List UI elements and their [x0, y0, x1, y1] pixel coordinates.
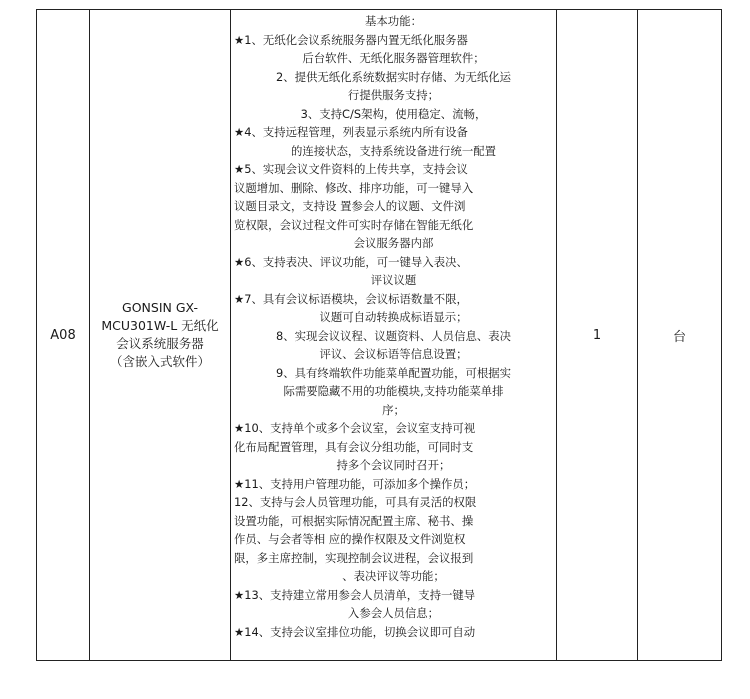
description-line: 作员、与会者等相 应的操作权限及文件浏览权 — [234, 532, 466, 546]
description-line: 9、具有终端软件功能菜单配置功能，可根据实 — [275, 365, 512, 380]
description-line: 8、实现会议议程、议题资料、人员信息、表决 — [275, 328, 512, 343]
description-line: ★11、支持用户管理功能，可添加多个操作员； — [234, 476, 476, 491]
description-line: ★10、支持单个或多个会议室，会议室支持可视 — [234, 421, 476, 435]
description-line: 评议、会议标语等信息设置； — [319, 347, 468, 361]
description-line: 行提供服务支持； — [347, 88, 440, 102]
description-line: 议题可自动转换成标语显示； — [319, 310, 468, 324]
item-code-cell: A08 — [37, 10, 90, 661]
description-line: ★14、支持会议室排位功能，切换会议即可自动 — [234, 624, 476, 639]
description-line: 基本功能： — [365, 14, 422, 28]
quantity-cell: 1 — [557, 10, 638, 661]
description-line: 3、支持C/S架构，使用稳定、流畅， — [300, 106, 487, 121]
description-line: ★7、具有会议标语模块，会议标语数量不限， — [234, 291, 468, 306]
equipment-spec-table — [36, 9, 722, 661]
table-row — [37, 10, 722, 661]
product-name-line: （含嵌入式软件） — [109, 354, 210, 369]
description-line: 议题目录文，支持设 置参会人的议题、文件浏 — [234, 199, 466, 213]
description-line: 览权限，会议过程文件可实时存储在智能无纸化 — [234, 217, 474, 232]
description-line: 际需要隐藏不用的功能模块,支持功能菜单排 — [283, 384, 504, 398]
description-line: ★4、支持远程管理，列表显示系统内所有设备 — [234, 125, 468, 139]
description-line: 的连接状态，支持系统设备进行统一配置 — [290, 143, 497, 158]
unit-cell: 台 — [638, 10, 722, 661]
description-line: 12、支持与会人员管理功能，可具有灵活的权限 — [234, 495, 477, 509]
function-description-text — [231, 10, 556, 660]
description-line: ★5、实现会议文件资料的上传共享，支持会议 — [234, 162, 468, 176]
description-line: ★13、支持建立常用参会人员清单，支持一键导 — [234, 587, 476, 602]
product-name-line: MCU301W-L 无纸化 — [101, 318, 219, 333]
description-line: 2、提供无纸化系统数据实时存储、为无纸化运 — [275, 69, 512, 84]
description-line: 入参会人员信息； — [347, 606, 440, 620]
description-line: 设置功能，可根据实际情况配置主席、秘书、操 — [234, 513, 474, 528]
product-name-line: GONSIN GX- — [122, 300, 198, 315]
description-line: ★1、无纸化会议系统服务器内置无纸化服务器 — [234, 32, 468, 47]
description-line: 化布局配置管理，具有会议分组功能，可同时支 — [234, 439, 474, 454]
product-name-cell — [90, 10, 231, 661]
description-line: 持多个会议同时召开； — [336, 458, 451, 472]
description-line: 议题增加、删除、修改、排序功能，可一键导入 — [234, 180, 474, 195]
description-line: 、表决评议等功能； — [342, 569, 445, 583]
description-line: 后台软件、无纸化服务器管理软件； — [302, 51, 485, 65]
description-line: 评议议题 — [370, 273, 417, 287]
description-line: 会议服务器内部 — [353, 236, 434, 250]
description-line: 序； — [382, 402, 405, 417]
description-line: ★6、支持表决、评议功能，可一键导入表决、 — [234, 254, 468, 269]
product-name-line: 会议系统服务器 — [116, 336, 204, 351]
description-line: 限，多主席控制，实现控制会议进程，会议报到 — [234, 550, 474, 565]
function-description-cell — [231, 10, 557, 661]
